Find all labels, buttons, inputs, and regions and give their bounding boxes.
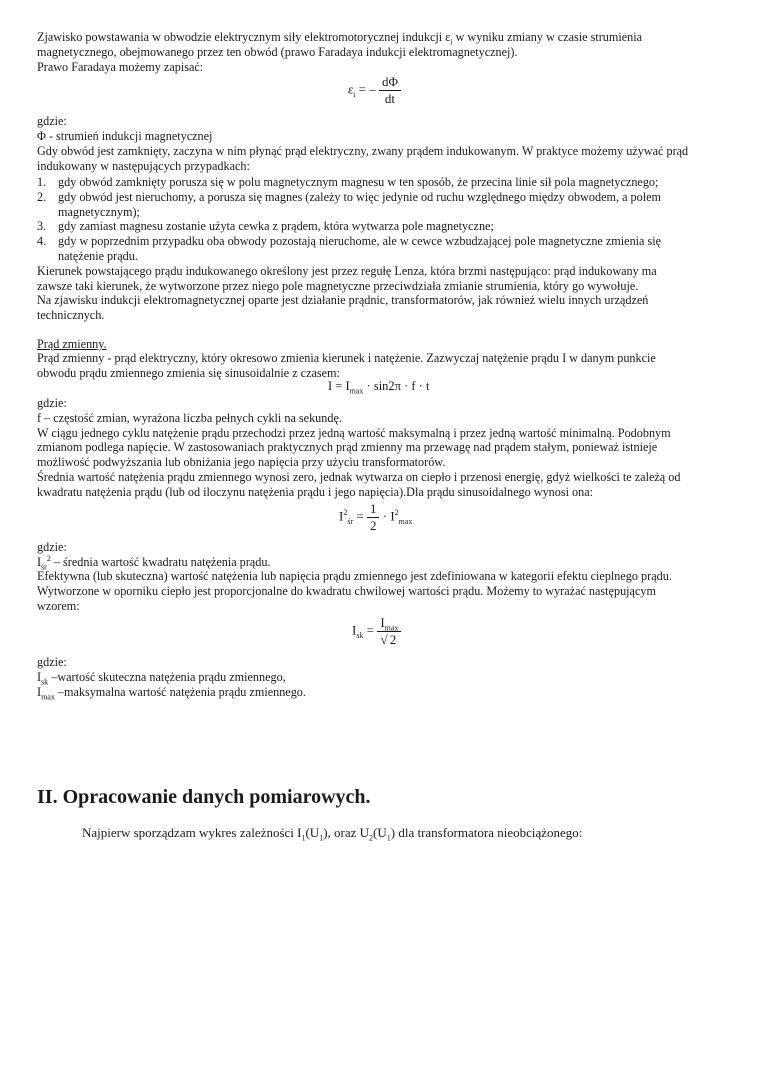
text-line: Wytworzone w oporniku ciepło jest proporcjonalne do kwadratu chwilowej wartości prądu. Możemy to wyrażać następującym: [37, 584, 656, 598]
list-item: natężenie prądu.: [58, 249, 138, 263]
list-number: 4.: [37, 234, 47, 248]
faraday-equation: $\varepsilon_i$ = – $\frac{d\Phi}{dt}$: [348, 74, 401, 107]
text-line: technicznych.: [37, 308, 105, 322]
heading-ac: Prąd zmienny.: [37, 337, 107, 351]
text-line: obwodu prądu zmiennego zmienia się sinusoidalnie z czasem:: [37, 366, 340, 380]
list-item: gdy w poprzednim przypadku oba obwody pozostają nieruchome, ale w cewce wzbudzającej pole magnetyczne zmienia się: [58, 234, 662, 248]
list-number: 3.: [37, 219, 47, 233]
text-line: Prawo Faradaya możemy zapisać:: [37, 60, 204, 74]
list-item: magnetycznym);: [58, 205, 140, 219]
list-item: gdy obwód jest nieruchomy, a porusza się magnes (zależy to więc jedynie od ruchu względnego między obwodem, a polem: [58, 190, 661, 204]
rms-square-equation: $I^2_{śr}$ = $\frac{1}{2}$ · $I^2_{max}$: [339, 501, 413, 533]
text-line: f – częstość zmian, wyrażona liczba pełnych cykli na sekundę.: [37, 411, 342, 425]
intro-line: Najpierw sporządzam wykres zależności $I_1(U_1)$, oraz $U_2(U_1)$ dla transformatora nieobciążonego:: [82, 825, 583, 843]
list-number: 1.: [37, 175, 47, 189]
text-line: możliwość podwyższania lub obniżania jego napięcia przy użyciu transformatorów.: [37, 455, 446, 469]
text-line: indukowany w następujących przypadkach:: [37, 159, 250, 173]
text-line: Gdy obwód jest zamknięty, zaczyna w nim płynąć prąd elektryczny, zwany prądem indukowanym. W praktyce możemy używać prąd: [37, 144, 689, 158]
text-line: Φ - strumień indukcji magnetycznej: [37, 129, 213, 143]
text-line: magnetycznego, obejmowanego przez ten obwód (prawo Faradaya indukcji elektromagnetycznej).: [37, 45, 518, 59]
text-line: kwadratu natężenia prądu (lub od iloczynu natężenia prądu i jego napięcia).Dla prądu sinusoidalnego wynosi ona:: [37, 485, 594, 499]
ac-current-equation: $I = I_{max} \cdot \sin 2\pi \cdot f \cdot t$: [328, 379, 430, 396]
text-line: zawsze taki kierunek, że wytworzone przez niego pole magnetyczne przeciwdziała zmianie strumienia, który go wywołuje.: [37, 279, 639, 293]
text-line: $I_{max}$ –maksymalna wartość natężenia prądu zmiennego.: [37, 685, 306, 702]
section-title: II. Opracowanie danych pomiarowych.: [37, 786, 371, 808]
text-line: $I_{sk}$ –wartość skuteczna natężenia prądu zmiennego,: [37, 670, 286, 687]
text-line: wzorem:: [37, 599, 80, 613]
text-line: zmianom podlega napięcie. W zastosowaniach praktycznych prąd zmienny ma przewagę nad prądem stałym, ponieważ istnieje: [37, 440, 658, 454]
gdzie-label: gdzie:: [37, 396, 67, 410]
list-item: gdy obwód zamknięty porusza się w polu magnetycznym magnesu w ten sposób, że przecina linie sił pola magnetycznego;: [58, 175, 659, 189]
list-number: 2.: [37, 190, 47, 204]
text-line: Prąd zmienny - prąd elektryczny, który okresowo zmienia kierunek i natężenie. Zazwyczaj natężenie prądu I w danym punkcie: [37, 351, 656, 365]
gdzie-label: gdzie:: [37, 540, 67, 554]
text-line: Na zjawisku indukcji elektromagnetycznej oparte jest działanie prądnic, transformatorów, jak również wielu innych urządzeń: [37, 293, 649, 307]
text-line: Kierunek powstającego prądu indukowanego określony jest przez regułę Lenza, która brzmi następująco: prąd indukowany ma: [37, 264, 657, 278]
list-item: gdy zamiast magnesu zostanie użyta cewka z prądem, która wytwarza pole magnetyczne;: [58, 219, 494, 233]
gdzie-label: gdzie:: [37, 114, 67, 128]
text-line: Zjawisko powstawania w obwodzie elektrycznym siły elektromotorycznej indukcji $\varepsilon_i$ w wyniku zmiany w czasie strumienia: [37, 30, 643, 47]
text-line: W ciągu jednego cyklu natężenie prądu przechodzi przez jedną wartość maksymalną i przez jedną wartość minimalną. Podobnym: [37, 426, 671, 440]
text-line: Średnia wartość natężenia prądu zmiennego wynosi zero, jednak wytwarza on ciepło i przenosi energię, gdyż wielkości te zależą od: [37, 470, 681, 484]
text-line: Efektywna (lub skuteczna) wartość natężenia lub napięcia prądu zmiennego jest zdefiniowana w kategorii efektu cieplnego prądu.: [37, 569, 672, 583]
rms-current-equation: $I_{sk}$ = $\frac{I_{max}}{√ 2}$: [352, 615, 401, 648]
text-line: $I_{śr}^2$ – średnia wartość kwadratu natężenia prądu.: [37, 553, 271, 572]
gdzie-label: gdzie:: [37, 655, 67, 669]
